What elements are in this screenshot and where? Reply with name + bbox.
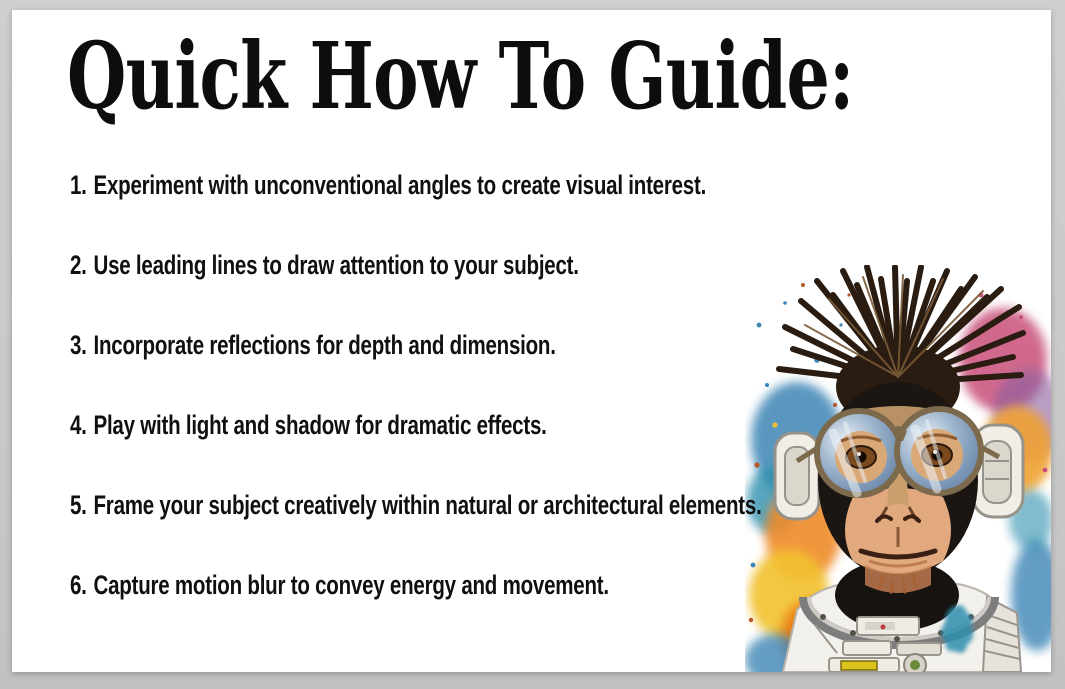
list-item: [70, 572, 762, 599]
list-item-text: Use leading lines to draw attention to your subject.: [93, 250, 579, 280]
list-item: [70, 492, 762, 519]
list-item-text: Frame your subject creatively within natural or architectural elements.: [93, 490, 762, 520]
list-item-number: 1.: [70, 170, 87, 200]
list-item: [70, 172, 762, 199]
list-item-number: 4.: [70, 410, 87, 440]
list-item-number: 2.: [70, 250, 87, 280]
list-item-number: 6.: [70, 570, 87, 600]
page-title: Quick How To Guide:: [67, 22, 854, 130]
slide-card: [12, 10, 1051, 672]
list-item: [70, 252, 762, 279]
list-item-text: Play with light and shadow for dramatic effects.: [93, 410, 547, 440]
list-item: [70, 412, 762, 439]
list-item-text: Incorporate reflections for depth and dimension.: [93, 330, 556, 360]
list-item-number: 5.: [70, 490, 87, 520]
list-item-text: Experiment with unconventional angles to create visual interest.: [93, 170, 707, 200]
list-item-text: Capture motion blur to convey energy and movement.: [93, 570, 609, 600]
list-item-number: 3.: [70, 330, 87, 360]
tips-list: [70, 172, 980, 652]
list-item: [70, 332, 762, 359]
